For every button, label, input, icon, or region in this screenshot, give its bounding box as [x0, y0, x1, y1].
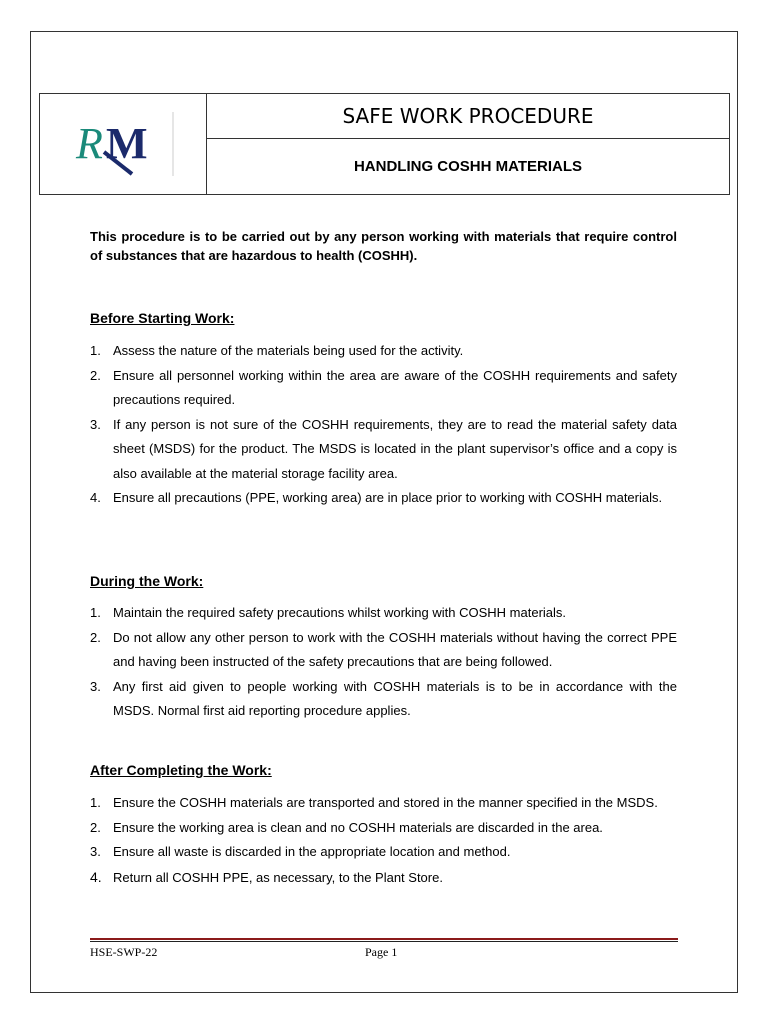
list-item: [90, 626, 677, 675]
list-item-text: Ensure all waste is discarded in the appropriate location and method.: [113, 844, 511, 859]
logo-cell: [40, 94, 207, 194]
intro-paragraph: This procedure is to be carried out by any person working with materials that require control of substances that are hazardous to health (COSHH).: [90, 229, 677, 263]
during-work-steps: [90, 601, 677, 724]
list-item: [90, 816, 677, 841]
logo-letter-r: R: [76, 119, 103, 168]
list-number: 1.: [90, 795, 101, 810]
list-number: 2.: [90, 819, 101, 835]
list-number: 4.: [90, 868, 102, 885]
list-item: [90, 791, 677, 816]
document-subtitle: HANDLING COSHH MATERIALS: [353, 158, 583, 175]
list-item-text: Return all COSHH PPE, as necessary, to the Plant Store.: [113, 869, 443, 885]
footer-document-code: HSE-SWP-22: [90, 945, 158, 959]
section-heading-before-work: Before Starting Work:: [90, 310, 235, 326]
list-item: [90, 364, 677, 413]
logo-letter-m: M: [106, 119, 148, 168]
list-item-text: Ensure the COSHH materials are transported and stored in the manner specified in the MSDS.: [113, 795, 658, 810]
list-item: [90, 486, 677, 511]
list-item-text: Ensure all precautions (PPE, working area) are in place prior to working with COSHH materials.: [113, 490, 663, 505]
list-item: [90, 339, 677, 364]
document-title: SAFE WORK PROCEDURE: [342, 104, 594, 128]
list-item-text: Ensure the working area is clean and no COSHH materials are discarded in the area.: [113, 819, 603, 835]
list-number: 2.: [90, 367, 101, 383]
company-logo: [70, 108, 178, 178]
title-cell: [207, 94, 729, 139]
list-item: [90, 840, 677, 865]
list-item-text: Assess the nature of the materials being used for the activity.: [113, 343, 464, 358]
subtitle-cell: [207, 139, 729, 194]
list-item: [90, 413, 677, 487]
footer-page-number: Page 1: [365, 945, 398, 959]
list-item: [90, 865, 677, 891]
list-item-text: Ensure all personnel working within the area are aware of the COSHH requirements and safety precautions required.: [113, 367, 677, 407]
list-item: [90, 675, 677, 724]
list-number: 1.: [90, 343, 101, 358]
document-header: [39, 93, 730, 195]
section-heading-during-work: During the Work:: [90, 573, 204, 589]
after-work-steps: [90, 791, 677, 890]
list-item: [90, 601, 677, 626]
footer-rule-red: [90, 938, 678, 940]
list-number: 3.: [90, 416, 101, 432]
list-item-text: If any person is not sure of the COSHH requirements, they are to read the material safety data sheet (MSDS) for the product. The MSDS is located in the plant supervisor’s office and a copy is also available at the material storage facility area.: [113, 416, 677, 481]
list-number: 4.: [90, 490, 101, 505]
list-number: 1.: [90, 605, 101, 620]
section-heading-after-work: After Completing the Work:: [90, 762, 272, 778]
list-number: 2.: [90, 629, 101, 645]
list-number: 3.: [90, 844, 101, 859]
before-work-steps: [90, 339, 677, 511]
list-item-text: Any first aid given to people working with COSHH materials is to be in accordance with the MSDS. Normal first aid reporting procedure applies.: [113, 678, 677, 718]
list-number: 3.: [90, 678, 101, 694]
list-item-text: Do not allow any other person to work with the COSHH materials without having the correct PPE and having been instructed of the safety precautions that are being followed.: [113, 629, 677, 669]
list-item-text: Maintain the required safety precautions whilst working with COSHH materials.: [113, 605, 567, 620]
footer-rule-dark: [90, 941, 678, 942]
